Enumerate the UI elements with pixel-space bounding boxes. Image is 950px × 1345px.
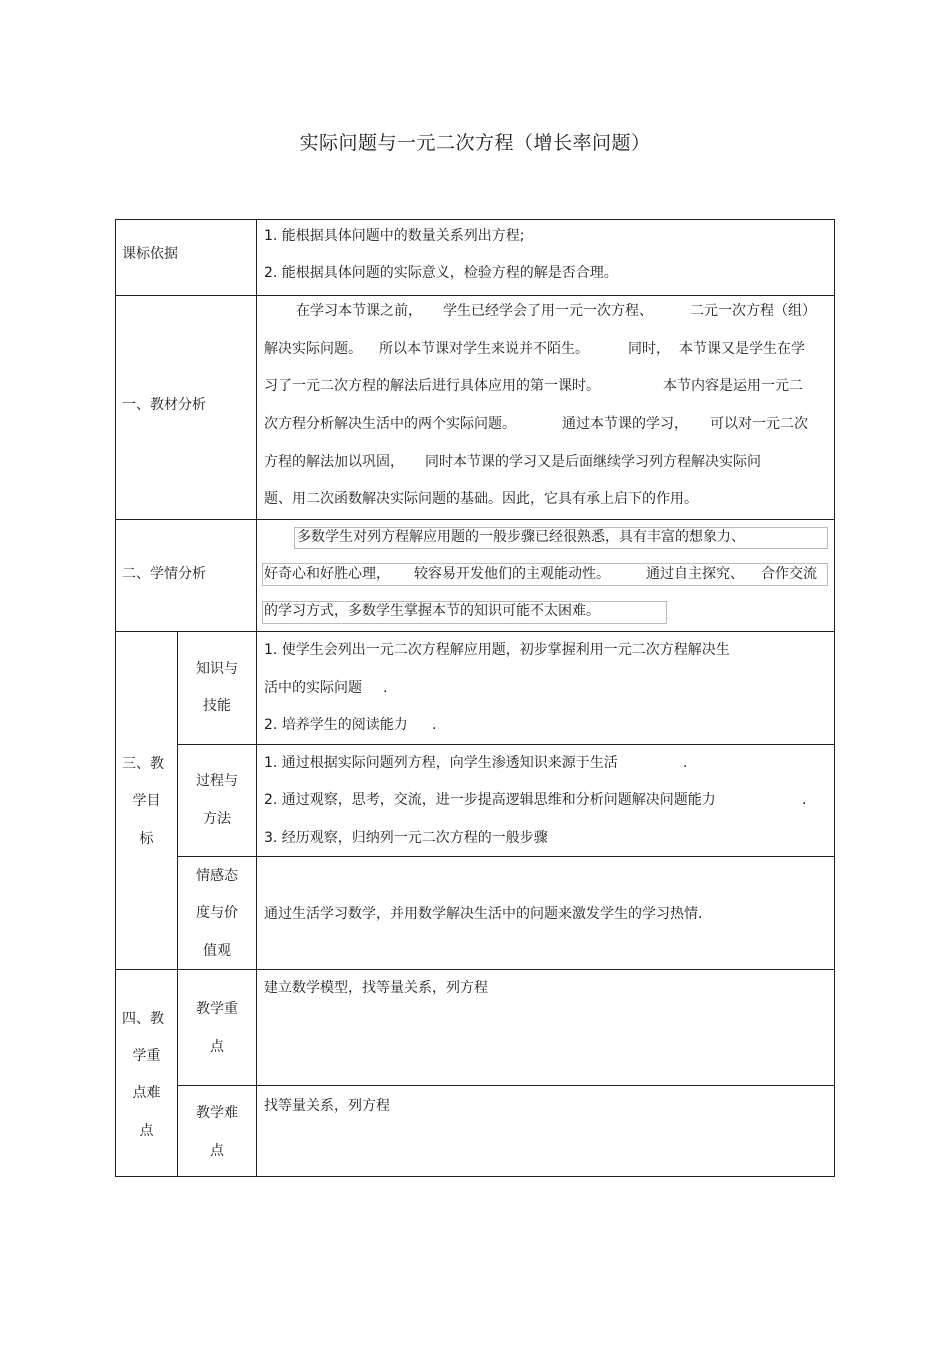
row-label-key: 学重	[132, 1048, 161, 1064]
material-text: 方程的解法加以巩固，	[264, 454, 404, 470]
material-text: 本节课又是学生在学	[679, 341, 805, 357]
table-border-top	[115, 219, 835, 220]
emotion-text: 通过生活学习数学，并用数学解决生活中的问题来激发学生的学习热情.	[264, 906, 703, 922]
row-label-material: 一、教材分析	[122, 397, 206, 413]
page-title: 实际问题与一元二次方程（增长率问题）	[299, 132, 651, 154]
material-text: 次方程分析解决生活中的两个实际问题。	[264, 416, 516, 432]
students-text: 多数学生对列方程解应用题的一般步骤已经很熟悉，具有丰富的想象力、	[297, 529, 745, 545]
material-text: 学生已经学会了用一元一次方程、	[443, 303, 653, 319]
material-text: 所以本节课对学生来说并不陌生。	[379, 341, 589, 357]
row-label-basis: 课标依据	[122, 246, 178, 262]
sublabel-focus: 教学重	[196, 1001, 238, 1017]
focus-text: 建立数学模型，找等量关系，列方程	[264, 980, 488, 996]
material-text: 本节内容是运用一元二	[663, 378, 803, 394]
process-line: 2. 通过观察，思考，交流，进一步提高逻辑思维和分析问题解决问题能力	[264, 792, 716, 808]
row-divider	[115, 969, 835, 970]
row-label-key: 点	[139, 1123, 154, 1139]
sublabel-difficulty: 教学难	[196, 1105, 238, 1121]
process-line: .	[802, 792, 807, 808]
students-text: 通过自主探究、	[646, 566, 744, 582]
sublabel-process: 过程与	[196, 773, 238, 789]
row-divider	[115, 295, 835, 296]
sublabel-focus: 点	[210, 1039, 224, 1055]
difficulty-text: 找等量关系，列方程	[264, 1098, 390, 1114]
students-text: 的学习方式，多数学生掌握本节的知识可能不太困难。	[264, 603, 600, 619]
material-text: 解决实际问题。	[264, 341, 362, 357]
material-text: 题、用二次函数解决实际问题的基础。因此，它具有承上启下的作用。	[264, 491, 698, 507]
row-divider	[115, 631, 835, 632]
basis-line: 2. 能根据具体问题的实际意义，检验方程的解是否合理。	[264, 265, 618, 281]
row-divider	[177, 856, 835, 857]
students-text: 合作交流	[761, 566, 817, 582]
table-border-left	[115, 219, 116, 1177]
row-divider	[115, 519, 835, 520]
row-label-key: 四、教	[122, 1011, 164, 1027]
basis-line: 1. 能根据具体问题中的数量关系列出方程;	[264, 228, 525, 244]
row-divider	[177, 1085, 835, 1086]
table-border-right	[834, 219, 835, 1177]
table-border-bottom	[115, 1176, 835, 1177]
sublabel-emotion: 度与价	[196, 905, 238, 921]
sublabel-knowledge: 知识与	[196, 661, 238, 677]
row-divider	[177, 744, 835, 745]
knowledge-line: 2. 培养学生的阅读能力	[264, 717, 408, 733]
material-text: 在学习本节课之前，	[296, 303, 422, 319]
column-divider	[256, 219, 257, 1177]
students-text: 较容易开发他们的主观能动性。	[414, 566, 610, 582]
material-text: 同时本节课的学习又是后面继续学习列方程解决实际问	[425, 454, 761, 470]
material-text: 可以对一元二次	[710, 416, 808, 432]
row-label-key: 点难	[132, 1085, 161, 1101]
row-label-goals: 三、教	[122, 756, 164, 772]
sublabel-process: 方法	[203, 811, 231, 827]
material-text: 习了一元二次方程的解法后进行具体应用的第一课时。	[264, 378, 600, 394]
sublabel-emotion: 值观	[203, 943, 231, 959]
process-line: 3. 经历观察，归纳列一元二次方程的一般步骤	[264, 830, 548, 846]
material-text: 通过本节课的学习，	[562, 416, 688, 432]
row-label-students: 二、学情分析	[122, 566, 206, 582]
sublabel-difficulty: 点	[210, 1143, 224, 1159]
row-label-goals: 学目	[132, 793, 161, 809]
knowledge-line: .	[432, 717, 437, 733]
knowledge-line: 活中的实际问题	[264, 680, 362, 696]
material-text: 同时，	[628, 341, 670, 357]
row-label-goals: 标	[139, 831, 154, 847]
sublabel-knowledge: 技能	[203, 698, 231, 714]
knowledge-line: 1. 使学生会列出一元二次方程解应用题，初步掌握利用一元二次方程解决生	[264, 642, 730, 658]
knowledge-line: .	[383, 680, 388, 696]
sublabel-emotion: 情感态	[196, 868, 238, 884]
students-text: 好奇心和好胜心理，	[264, 566, 390, 582]
process-line: .	[683, 755, 688, 771]
process-line: 1. 通过根据实际问题列方程，向学生渗透知识来源于生活	[264, 755, 618, 771]
material-text: 二元一次方程（组）	[690, 303, 816, 319]
